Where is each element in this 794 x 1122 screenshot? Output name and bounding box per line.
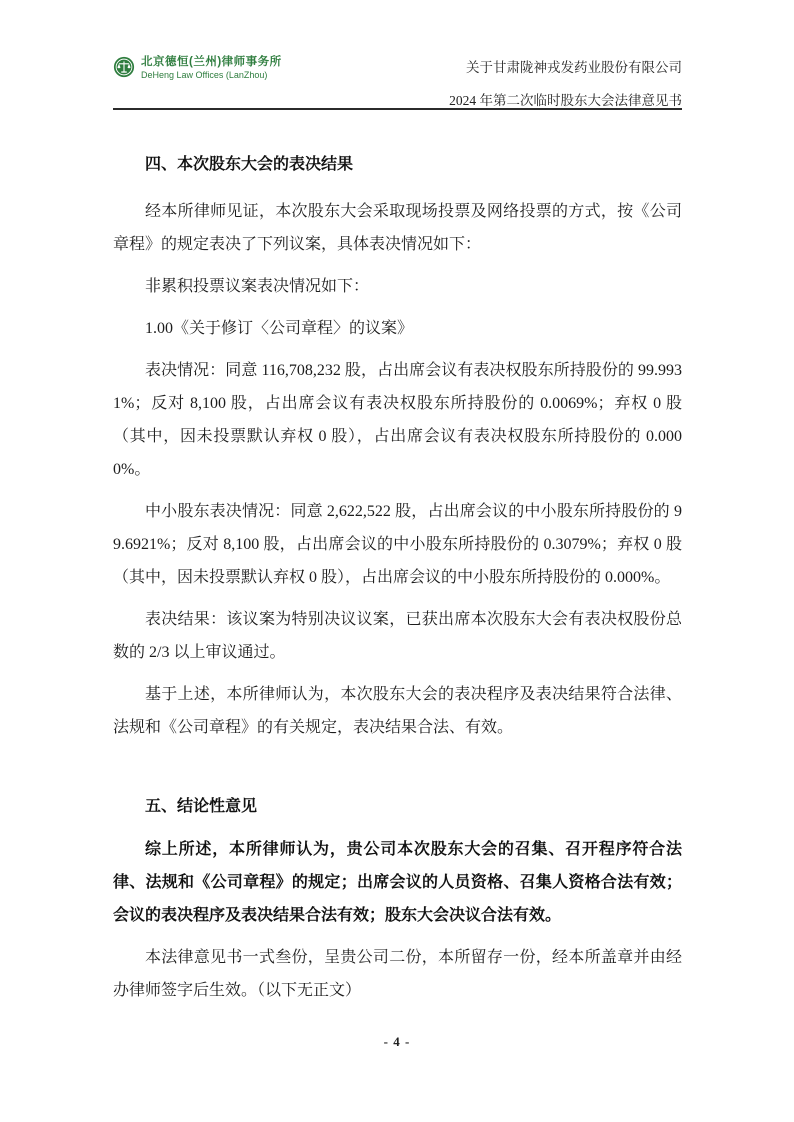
section4-opinion-paragraph: 基于上述，本所律师认为，本次股东大会的表决程序及表决结果符合法律、法规和《公司章程》的有关规定，表决结果合法、有效。 <box>113 686 682 736</box>
section4-noncumulative-paragraph: 非累积投票议案表决情况如下： <box>145 278 370 295</box>
deheng-scales-logo-icon <box>113 56 135 78</box>
page-number: - 4 - <box>383 1034 411 1049</box>
section4-heading: 四、本次股东大会的表决结果 <box>145 156 354 173</box>
document-title-line2: 2024 年第二次临时股东大会法律意见书 <box>449 92 682 108</box>
law-firm-name-en: DeHeng Law Offices (LanZhou) <box>141 69 268 80</box>
section4-minority-vote-paragraph: 中小股东表决情况：同意 2,622,522 股，占出席会议的中小股东所持股份的 99.6921%；反对 8,100 股，占出席会议的中小股东所持股份的 0.3079%；弃权 0 股（其中，因未投票默认弃权 0 股），占出席会议的中小股东所持股份的 0.000%。 <box>113 503 682 586</box>
law-firm-name <box>141 55 282 82</box>
document-title <box>449 55 682 107</box>
section5-heading: 五、结论性意见 <box>145 798 258 815</box>
law-firm-brand <box>113 55 282 82</box>
section4-intro-paragraph: 经本所律师见证，本次股东大会采取现场投票及网络投票的方式，按《公司章程》的规定表决了下列议案，具体表决情况如下： <box>113 203 682 253</box>
section4-vote-result-paragraph: 表决情况：同意 116,708,232 股，占出席会议有表决权股东所持股份的 99.9931%；反对 8,100 股，占出席会议有表决权股东所持股份的 0.0069%；弃权 0 股（其中，因未投票默认弃权 0 股），占出席会议有表决权股东所持股份的 0.0000%。 <box>113 362 682 478</box>
document-title-line1: 关于甘肃陇神戎发药业股份有限公司 <box>466 60 682 75</box>
page-header <box>113 55 682 108</box>
law-firm-name-cn: 北京德恒(兰州)律师事务所 <box>141 56 282 68</box>
section4-resolution-paragraph: 表决结果：该议案为特别决议议案，已获出席本次股东大会有表决权股份总数的 2/3 以上审议通过。 <box>113 611 682 661</box>
section5-closing-paragraph: 本法律意见书一式叁份，呈贵公司二份，本所留存一份，经本所盖章并由经办律师签字后生效。（以下无正文） <box>113 949 682 999</box>
document-body <box>113 148 682 1007</box>
section4-proposal-paragraph: 1.00《关于修订〈公司章程〉的议案》 <box>145 320 414 337</box>
header-divider <box>113 108 682 110</box>
section5-conclusion-paragraph: 综上所述，本所律师认为，贵公司本次股东大会的召集、召开程序符合法律、法规和《公司章程》的规定；出席会议的人员资格、召集人资格合法有效；会议的表决程序及表决结果合法有效；股东大会决议合法有效。 <box>113 841 682 924</box>
